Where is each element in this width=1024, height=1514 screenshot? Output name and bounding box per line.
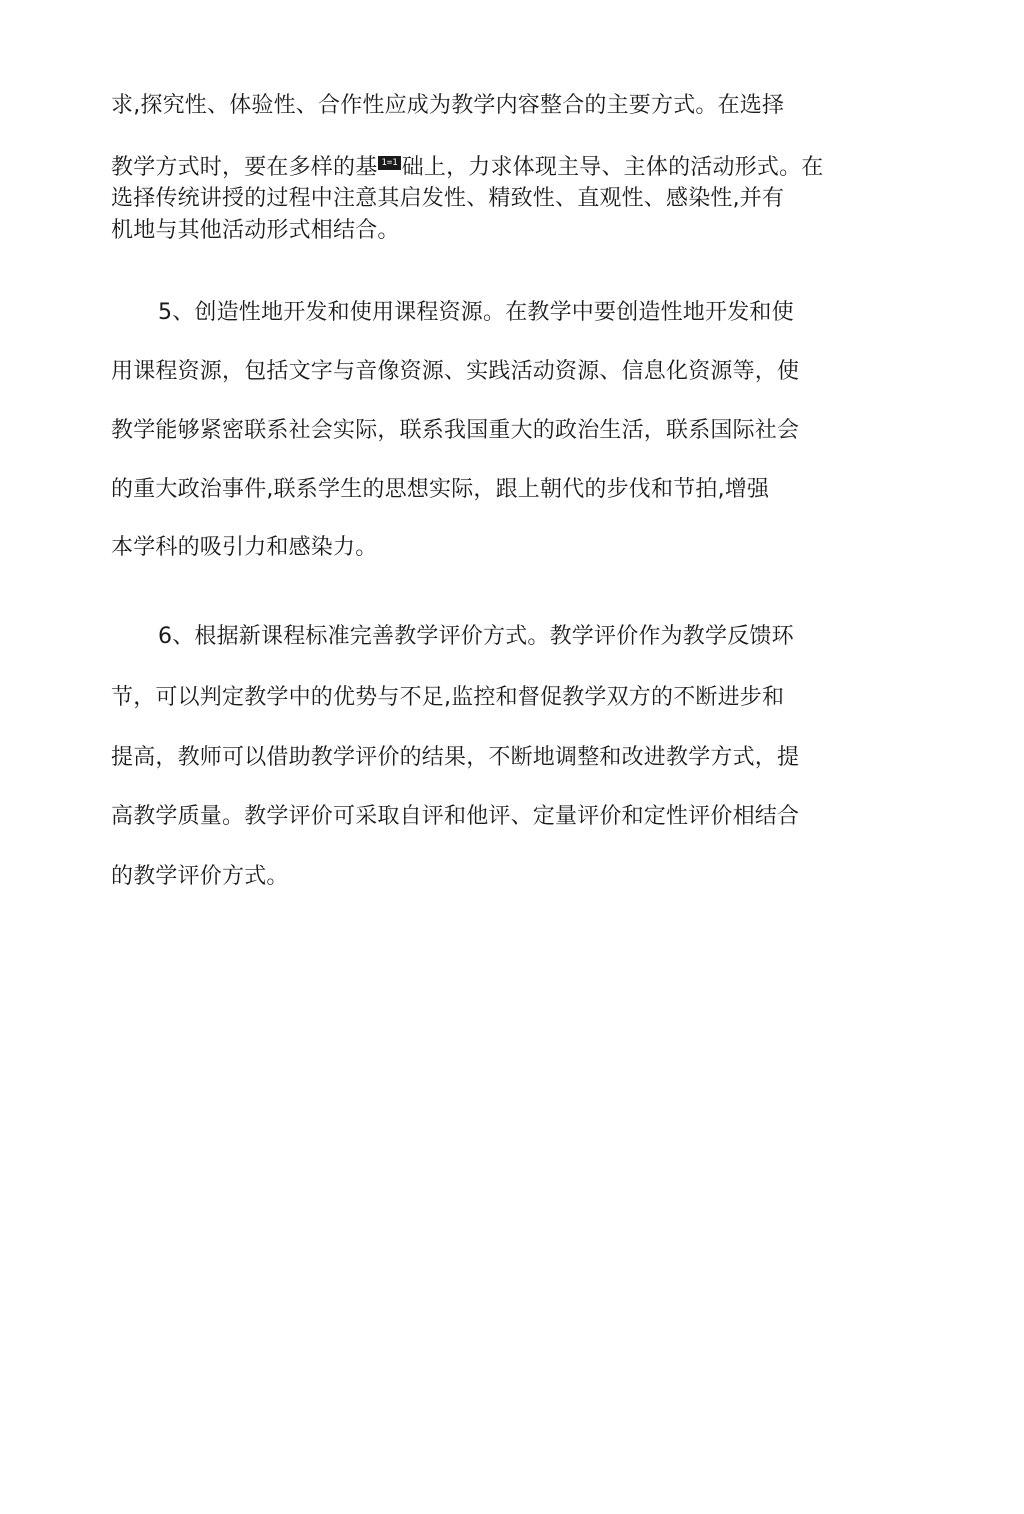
p5-line-2: 用课程资源，包括文字与音像资源、实践活动资源、信息化资源等，使 — [111, 359, 800, 384]
p6-line-5: 的教学评价方式。 — [111, 864, 289, 889]
p5-line-1: 5、创造性地开发和使用课程资源。在教学中要创造性地开发和使 — [158, 300, 794, 325]
intro-line-3: 选择传统讲授的过程中注意其启发性、精致性、直观性、感染性,并有 — [111, 186, 785, 211]
p6-line-4: 高教学质量。教学评价可采取自评和他评、定量评价和定性评价相结合 — [111, 804, 800, 829]
intro-line-2-text-after: 础上，力求体现主导、主体的活动形式。在 — [401, 155, 824, 180]
p5-line-3: 教学能够紧密联系社会实际，联系我国重大的政治生活，联系国际社会 — [111, 418, 800, 443]
p6-line-2: 节，可以判定教学中的优势与不足,监控和督促教学双方的不断进步和 — [111, 685, 785, 710]
intro-line-2-text-before: 教学方式时，要在多样的基 — [111, 155, 378, 180]
intro-line-4: 机地与其他活动形式相结合。 — [111, 218, 400, 243]
p6-line-1: 6、根据新课程标准完善教学评价方式。教学评价作为教学反馈环 — [158, 624, 794, 649]
intro-line-2 — [111, 153, 823, 183]
p6-line-3: 提高，教师可以借助教学评价的结果，不断地调整和改进教学方式，提 — [111, 745, 800, 770]
p5-line-4: 的重大政治事件,联系学生的思想实际，跟上朝代的步伐和节拍,增强 — [111, 477, 770, 502]
intro-line-1: 求,探究性、体验性、合作性应成为教学内容整合的主要方式。在选择 — [111, 93, 785, 118]
p5-line-5: 本学科的吸引力和感染力。 — [111, 535, 378, 560]
inline-badge: 1=1 — [378, 156, 400, 170]
